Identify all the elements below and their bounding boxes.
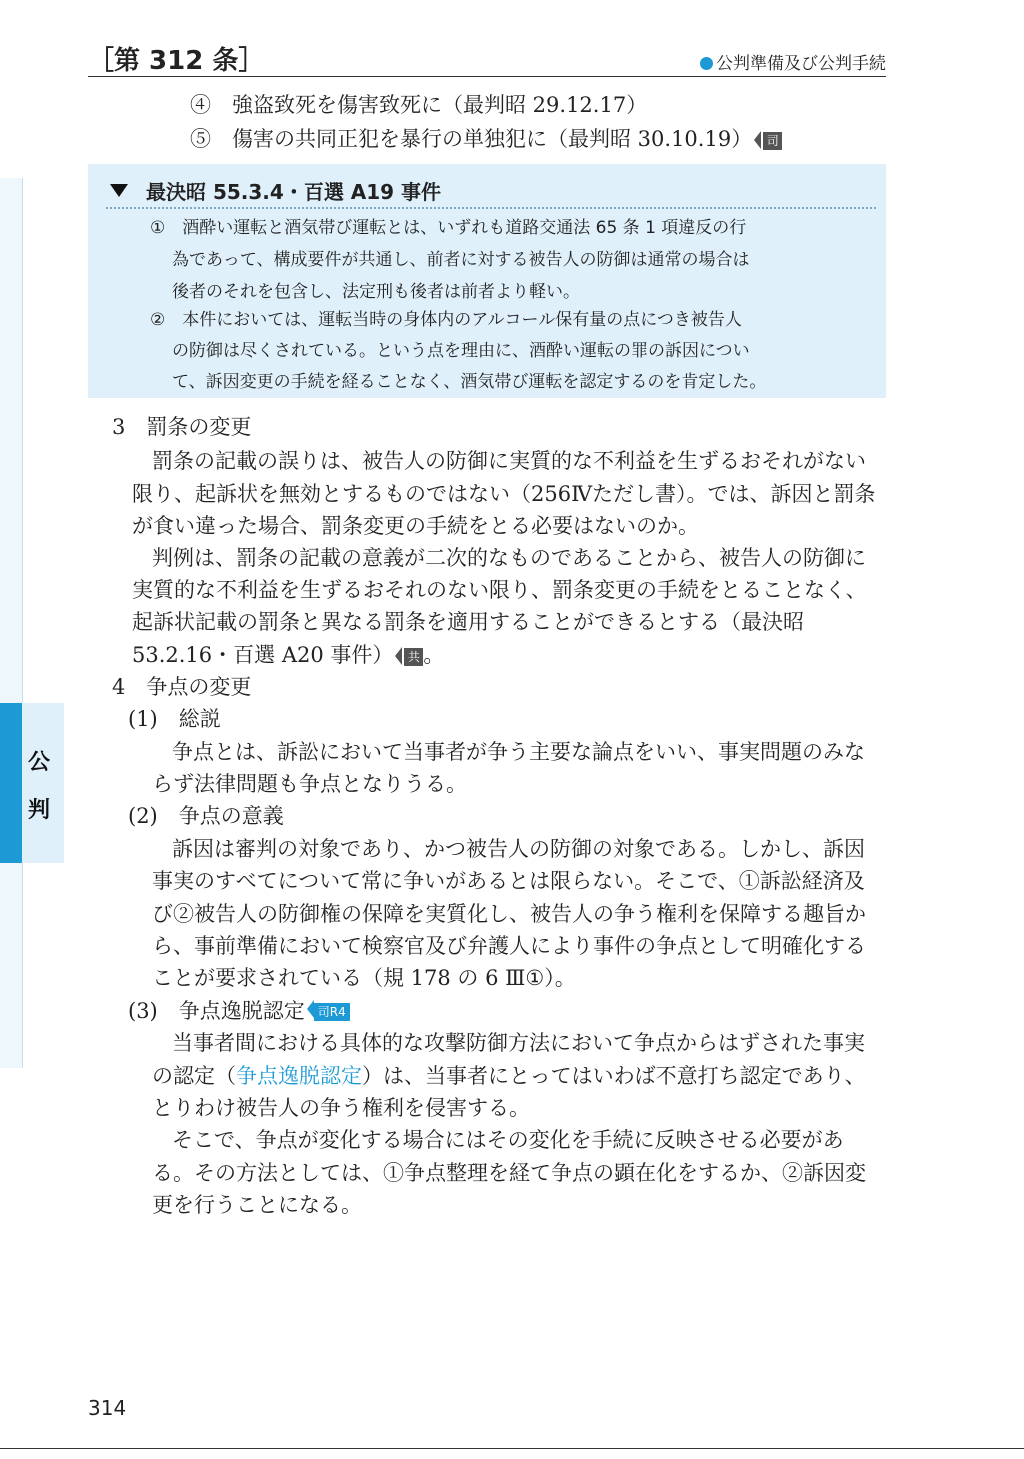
article-heading: ［第 312 条］ — [88, 46, 265, 76]
triangle-down-icon — [110, 184, 128, 197]
case-box-line: 後者のそれを包含し、法定刑も後者は前者より軽い。 — [172, 282, 580, 302]
highlighted-term: 争点逸脱認定 — [236, 1064, 362, 1088]
paragraph-line: 罰条の記載の誤りは、被告人の防御に実質的な不利益を生ずるおそれがない — [152, 449, 866, 473]
paragraph-line: る。その方法としては、①争点整理を経て争点の顕在化をするか、②訴因変 — [152, 1161, 866, 1185]
paragraph-line: 争点とは、訴訟において当事者が争う主要な論点をいい、事実問題のみな — [172, 740, 865, 764]
exam-tag-shi: 司 — [763, 132, 782, 150]
paragraph-line: ら、事前準備において検察官及び弁護人により事件の争点として明確化する — [152, 934, 866, 958]
case-box-line: ① 酒酔い運転と酒気帯び運転とは、いずれも道路交通法 65 条 1 項違反の行 — [150, 218, 747, 238]
header-rule — [88, 76, 886, 77]
paragraph-line: 訴因は審判の対象であり、かつ被告人の防御の対象である。しかし、訴因 — [172, 837, 865, 861]
paragraph-line: とりわけ被告人の争う権利を侵害する。 — [152, 1096, 530, 1120]
paragraph-line: そこで、争点が変化する場合にはその変化を手続に反映させる必要があ — [172, 1128, 844, 1152]
section-heading: 3 罰条の変更 — [112, 415, 252, 439]
paragraph-line: ことが要求されている（規 178 の 6 Ⅲ①）。 — [152, 966, 576, 990]
page-number: 314 — [88, 1396, 127, 1420]
chapter-tab-bar — [0, 703, 22, 863]
exam-tag-kyou: 共 — [404, 648, 423, 666]
paragraph-end-mark: 。 — [423, 643, 445, 667]
paragraph-line: 更を行うことになる。 — [152, 1193, 362, 1217]
paragraph-line: が食い違った場合、罰条変更の手続をとる必要はないのか。 — [132, 514, 699, 538]
case-box-line: の防御は尽くされている。という点を理由に、酒酔い運転の罪の訴因につい — [172, 341, 750, 361]
section-heading: 4 争点の変更 — [112, 675, 252, 699]
case-box-line: 為であって、構成要件が共通し、前者に対する被告人の防御は通常の場合は — [172, 250, 750, 270]
bullet-dot-icon — [700, 57, 713, 70]
chapter-tab-char-2: 判 — [28, 798, 51, 823]
paragraph-line-text: ）は、当事者にとってはいわば不意打ち認定であり、 — [362, 1064, 866, 1088]
side-strip — [0, 178, 23, 1068]
chapter-tab-char-1: 公 — [28, 750, 51, 775]
case-box-title-text: 最決昭 55.3.4・百選 A19 事件 — [146, 180, 442, 204]
subsection-heading: (2) 争点の意義 — [128, 804, 284, 828]
list-item — [190, 124, 782, 154]
paragraph-line: 事実のすべてについて常に争いがあるとは限らない。そこで、①訴訟経済及 — [152, 869, 865, 893]
paragraph-line: らず法律問題も争点となりうる。 — [152, 772, 467, 796]
paragraph-line — [132, 640, 444, 670]
tag-arrow-icon — [307, 1000, 314, 1018]
case-box-title — [110, 176, 441, 205]
tag-arrow-icon — [754, 131, 761, 149]
paragraph-line-text: 53.2.16・百選 A20 事件） — [132, 643, 394, 667]
case-box-divider — [106, 207, 876, 209]
paragraph-line: 起訴状記載の罰条と異なる罰条を適用することができるとする（最決昭 — [132, 610, 804, 634]
bottom-rule — [0, 1448, 1024, 1449]
subsection-heading: (1) 総説 — [128, 707, 221, 731]
paragraph-line-text: の認定（ — [152, 1064, 236, 1088]
section-title-text: 公判準備及び公判手続 — [716, 54, 886, 74]
section-title — [700, 49, 886, 74]
tag-arrow-icon — [395, 647, 402, 665]
paragraph-line: 限り、起訴状を無効とするものではない（256Ⅳただし書）。では、訴因と罰条 — [132, 482, 876, 506]
paragraph-line: 当事者間における具体的な攻撃防御方法において争点からはずされた事実 — [172, 1031, 865, 1055]
paragraph-line: び②被告人の防御権の保障を実質化し、被告人の争う権利を保障する趣旨か — [152, 902, 866, 926]
subsection-heading-text: (3) 争点逸脱認定 — [128, 999, 305, 1023]
paragraph-line: 実質的な不利益を生ずるおそれのない限り、罰条変更の手続をとることなく、 — [132, 578, 867, 602]
paragraph-line: 判例は、罰条の記載の意義が二次的なものであることから、被告人の防御に — [152, 546, 866, 570]
case-box-line: て、訴因変更の手続を経ることなく、酒気帯び運転を認定するのを肯定した。 — [172, 372, 767, 392]
exam-tag-shiR4: 司R4 — [314, 1003, 350, 1021]
list-item: ④ 強盗致死を傷害致死に（最判昭 29.12.17） — [190, 93, 648, 117]
case-box-line: ② 本件においては、運転当時の身体内のアルコール保有量の点につき被告人 — [150, 310, 742, 330]
list-item-text: ⑤ 傷害の共同正犯を暴行の単独犯に（最判昭 30.10.19） — [190, 127, 753, 151]
subsection-heading — [128, 996, 350, 1026]
paragraph-line — [152, 1061, 866, 1091]
